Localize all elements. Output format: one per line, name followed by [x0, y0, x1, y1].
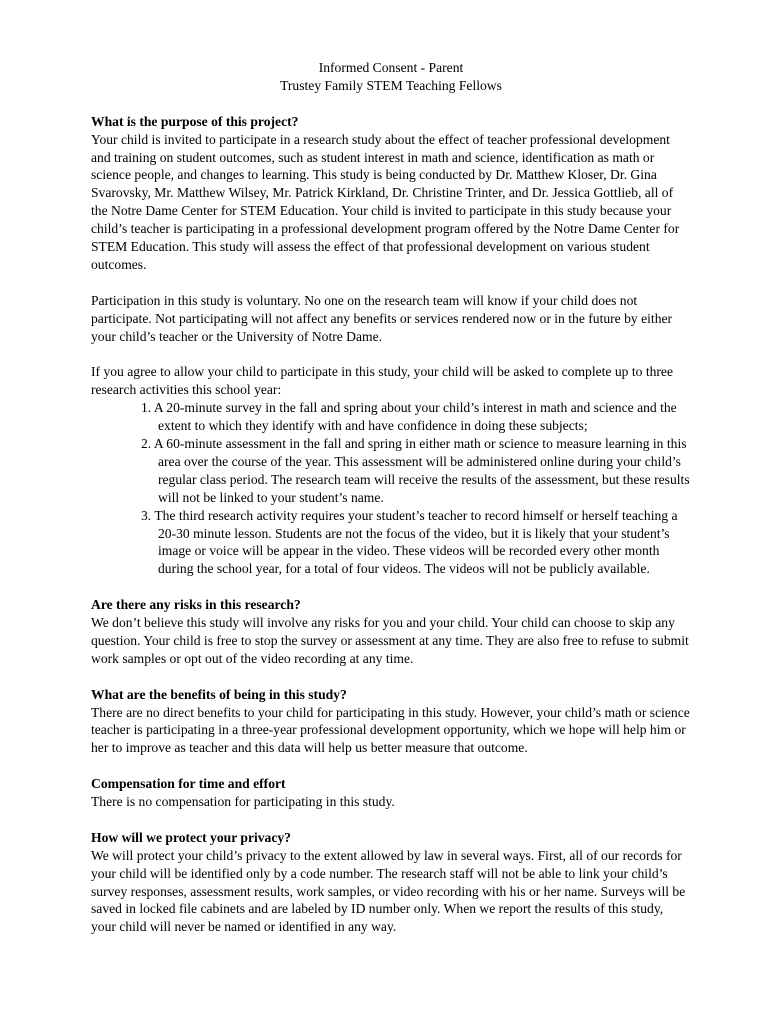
activity-item: 3. The third research activity requires your student’s teacher to record himself or herself teaching a 20-30 minute lesson. Students are not the focus of the video, but it is likely that your student’s image or voice will be appear in the video. These videos will be recorded every other month during the school year, for a total of four videos. The videos will not be publicly available. — [141, 507, 678, 577]
document-header — [91, 59, 691, 95]
privacy-paragraph: We will protect your child’s privacy to the extent allowed by law in several ways. First, all of our records for your child will be identified only by a code number. The research staff will not be able to link your child’s survey responses, assessment results, work samples, or video recording with his or her name. Surveys will be saved in locked file cabinets and are labeled by ID number only. When we report the results of this study, your child will never be named or identified in any way. — [91, 847, 686, 935]
privacy-section — [91, 829, 691, 936]
risks-paragraph: We don’t believe this study will involve any risks for you and your child. Your child can choose to skip any question. Your child is free to stop the survey or assessment at any time. They are also free to refuse to submit work samples or opt out of the video recording at any time. — [91, 615, 689, 666]
privacy-heading: How will we protect your privacy? — [91, 829, 291, 845]
risks-heading: Are there any risks in this research? — [91, 597, 301, 613]
risks-section — [91, 596, 691, 668]
activity-list — [91, 399, 691, 578]
purpose-section — [91, 113, 691, 579]
document-subtitle: Trustey Family STEM Teaching Fellows — [280, 77, 502, 93]
activity-item: 1. A 20-minute survey in the fall and spring about your child’s interest in math and science and the extent to which they identify with and have confidence in doing these subjects; — [141, 400, 677, 434]
purpose-paragraph-3: If you agree to allow your child to participate in this study, your child will be asked to complete up to three research activities this school year: — [91, 364, 673, 398]
purpose-heading: What is the purpose of this project? — [91, 113, 299, 129]
benefits-paragraph: There are no direct benefits to your child for participating in this study. However, your child’s math or science teacher is participating in a three-year professional development opportunity, which we hope will help him or her to improve as teacher and this data will help us better measure that outcome. — [91, 704, 690, 756]
activities-block — [91, 363, 691, 578]
compensation-paragraph: There is no compensation for participating in this study. — [91, 794, 395, 810]
benefits-section — [91, 686, 691, 758]
activity-item: 2. A 60-minute assessment in the fall and spring in either math or science to measure learning in this area over the course of the year. This assessment will be administered online during your child’s regular class period. The research team will receive the results of the assessment, but these results will not be linked to your student’s name. — [141, 435, 690, 505]
benefits-heading: What are the benefits of being in this study? — [91, 686, 347, 702]
document-title: Informed Consent - Parent — [318, 60, 464, 75]
compensation-heading: Compensation for time and effort — [91, 776, 286, 792]
purpose-paragraph-1: Your child is invited to participate in a research study about the effect of teacher professional development and training on student outcomes, such as student interest in math and science, identification as math or science people, and changes to learning. This study is being conducted by Dr. Matthew Kloser, Dr. Gina Svarovsky, Mr. Matthew Wilsey, Mr. Patrick Kirkland, Dr. Christine Trinter, and Dr. Jessica Gottlieb, all of the Notre Dame Center for STEM Education. Your child is invited to participate in this study because your child’s teacher is participating in a professional development program offered by the Notre Dame Center for STEM Education. This study will assess the effect of that professional development on various student outcomes. — [91, 131, 680, 272]
compensation-section — [91, 775, 691, 811]
consent-document — [91, 59, 691, 936]
purpose-paragraph-2: Participation in this study is voluntary. No one on the research team will know if your child does not participate. Not participating will not affect any benefits or services rendered now or in the future by either your child’s teacher or the University of Notre Dame. — [91, 292, 673, 344]
